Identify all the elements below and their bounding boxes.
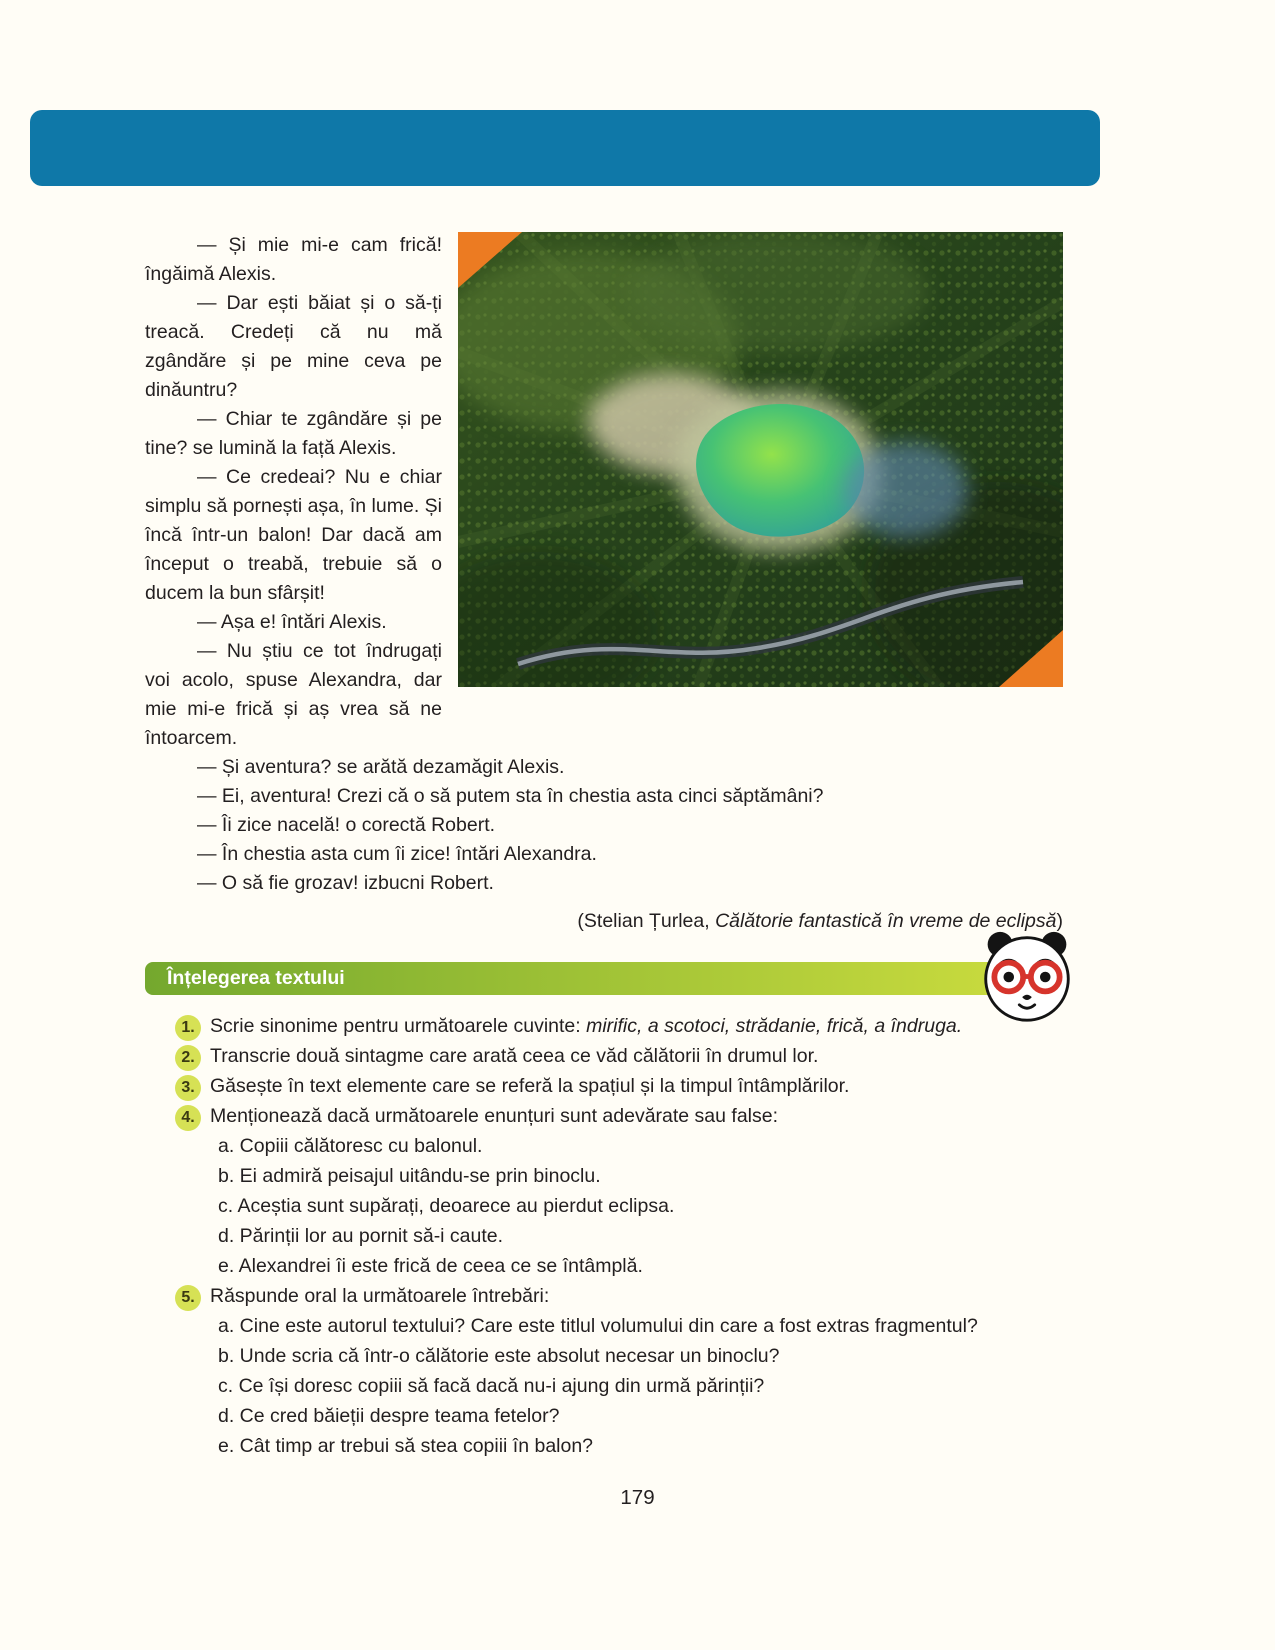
shadow-pond (844, 442, 968, 538)
exercise-number-badge: 2. (175, 1045, 201, 1071)
exercise-number-badge: 4. (175, 1105, 201, 1131)
story-paragraph: — Ei, aventura! Crezi că o să putem sta în chestia asta cinci săptămâni? (197, 785, 824, 807)
attribution-suffix: ) (1056, 910, 1063, 932)
exercise-subitem: c. Ce își doresc copiii să facă dacă nu-i ajung din urmă părinții? (218, 1375, 765, 1397)
story-paragraph: — Și aventura? se arătă dezamăgit Alexis. (197, 756, 565, 778)
story-paragraph: — O să fie grozav! izbucni Robert. (197, 872, 494, 894)
exercise-text: Menționează dacă următoarele enunțuri sunt adevărate sau false: (210, 1105, 779, 1127)
exercise-item-5 (145, 1281, 1063, 1311)
story-paragraph: — Chiar te zgândăre și pe tine? se lumină la față Alexis. (145, 408, 442, 459)
story-paragraph: — Nu știu ce tot îndrugați voi acolo, spuse Alexandra, dar mie mi-e frică și aș vrea să ne întoarcem. (145, 640, 442, 749)
attribution-book-title: Călătorie fantastică în vreme de eclipsă (715, 910, 1057, 932)
exercise-item-3 (145, 1071, 1063, 1101)
exercise-subitem: d. Părinții lor au pornit să-i caute. (218, 1225, 504, 1247)
exercises-list (145, 1011, 1063, 1461)
story-paragraph: — Și mie mi-e cam frică! îngăimă Alexis. (145, 234, 442, 285)
aerial-forest-photo-art (458, 232, 1063, 687)
exercise-subitem: c. Aceștia sunt supărați, deoarece au pierdut eclipsa. (218, 1195, 675, 1217)
exercise-subitem: b. Unde scria că într-o călătorie este absolut necesar un binoclu? (218, 1345, 780, 1367)
exercise-subitem: b. Ei admiră peisajul uitându-se prin binoclu. (218, 1165, 601, 1187)
section-header (145, 962, 1063, 995)
exercise-subitem: e. Cât timp ar trebui să stea copiii în balon? (218, 1435, 594, 1457)
panda-mascot-icon (977, 929, 1077, 1025)
exercise-subitem: a. Cine este autorul textului? Care este titlul volumului din care a fost extras fragmentul? (218, 1315, 978, 1337)
exercise-text: Scrie sinonime pentru următoarele cuvinte: (210, 1015, 587, 1037)
page-number: 179 (620, 1486, 655, 1509)
mountain-lake (696, 404, 864, 537)
exercise-number-badge: 1. (175, 1015, 201, 1041)
attribution (145, 907, 1063, 936)
exercise-item-4 (145, 1101, 1063, 1131)
attribution-prefix: (Stelian Țurlea, (577, 910, 716, 932)
story-paragraph: — Așa e! întări Alexis. (197, 611, 387, 633)
exercise-subitem: d. Ce cred băieții despre teama fetelor? (218, 1405, 560, 1427)
exercise-number-badge: 3. (175, 1075, 201, 1101)
exercise-text: Găsește în text elemente care se referă la spațiul și la timpul întâmplărilor. (210, 1075, 850, 1097)
section-title: Înțelegerea textului (167, 967, 345, 989)
exercise-subitem: e. Alexandrei îi este frică de ceea ce se întâmplă. (218, 1255, 643, 1277)
story-paragraph: — Ce credeai? Nu e chiar simplu să pornești așa, în lume. Și încă într-un balon! Dar dacă am început o treabă, trebuie să o ducem la bun sfârșit! (145, 466, 442, 604)
chapter-header-bar (30, 110, 1100, 186)
exercise-text: Răspunde oral la următoarele întrebări: (210, 1285, 550, 1307)
story-paragraph: — În chestia asta cum îi zice! întări Alexandra. (197, 843, 597, 865)
exercise-number-badge: 5. (175, 1285, 201, 1311)
story-text-block (145, 231, 1063, 936)
exercise-subitem: a. Copiii călătoresc cu balonul. (218, 1135, 483, 1157)
story-paragraph: — Îi zice nacelă! o corectă Robert. (197, 814, 496, 836)
exercise-item-2 (145, 1041, 1063, 1071)
exercise-word-list-italic: mirific, a scotoci, strădanie, frică, a îndruga. (586, 1015, 963, 1037)
aerial-forest-photo (458, 232, 1063, 687)
page-content (145, 231, 1063, 1461)
story-paragraph: — Dar ești băiat și o să-ți treacă. Credeți că nu mă zgândăre și pe mine ceva pe dinăuntru? (145, 292, 442, 401)
exercise-item-1 (145, 1011, 1063, 1041)
exercise-text: Transcrie două sintagme care arată ceea ce văd călătorii în drumul lor. (210, 1045, 819, 1067)
